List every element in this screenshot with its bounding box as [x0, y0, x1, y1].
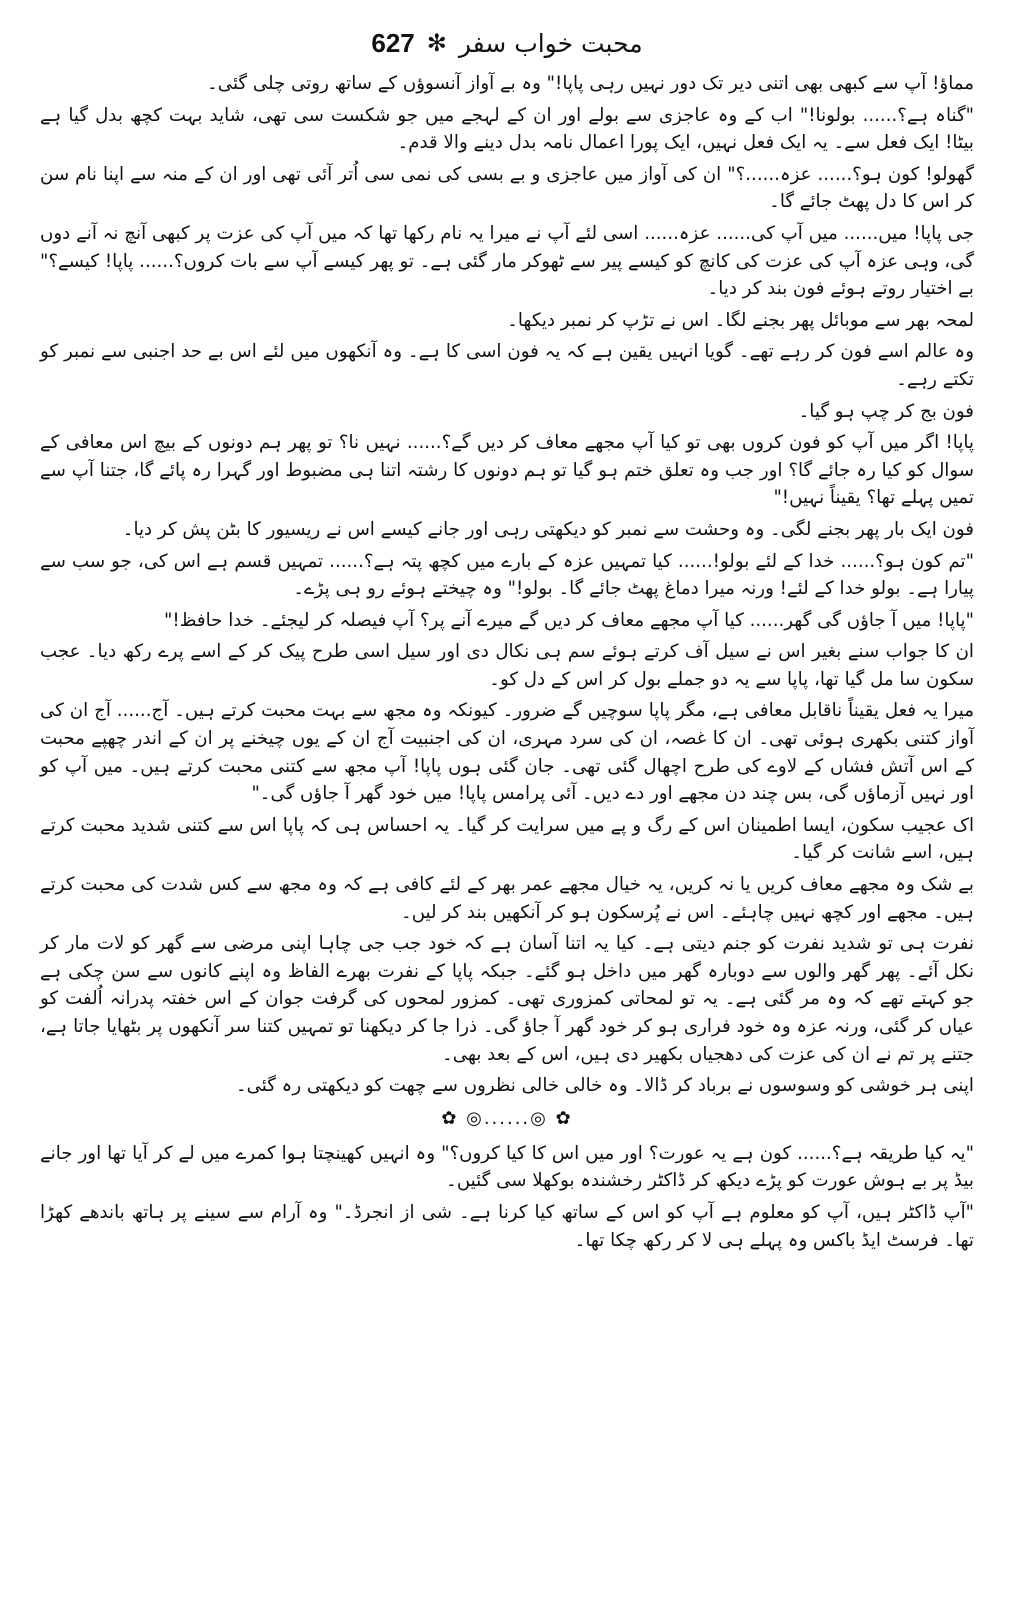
page-body [40, 70, 974, 1254]
paragraph: لمحہ بھر سے موبائل پھر بجنے لگا۔ اس نے تڑپ کر نمبر دیکھا۔ [507, 309, 974, 331]
paragraph: "تم کون ہو؟...... خدا کے لئے بولو!...... کیا تمہیں عزہ کے بارے میں کچھ پتہ ہے؟...... تمہیں قسم ہے اس کی، جو سب سے پیارا ہے۔ بولو خدا کے لئے! ورنہ میرا دماغ پھٹ جائے گا۔ بولو!" وہ چیختے ہوئے رو ہی پڑے۔ [40, 550, 974, 600]
paragraph: ان کا جواب سنے بغیر اس نے سیل آف کرتے ہوئے سم ہی نکال دی اور سیل اسی طرح پیک کر کے اسے پرے رکھ دیا۔ عجب سکون سا مل گیا تھا، پاپا سے یہ دو جملے بول کر اس کے دل کو۔ [40, 641, 974, 690]
paragraph: فون بج کر چپ ہو گیا۔ [798, 400, 974, 422]
star-icon: ✻ [426, 29, 447, 57]
paragraph: جی پاپا! میں...... میں آپ کی...... عزہ...... اسی لئے آپ نے میرا یہ نام رکھا تھا کہ میں آپ کی عزت پر کبھی آنچ نہ آنے دوں گی، وہی عزہ آپ کی عزت کی کانچ کو کیسے پیر سے ٹھوکر مار گئی ہے۔ تو پھر کیسے آپ سے بات کروں؟...... پاپا! کیسے؟" بے اختیار روتے ہوئے فون بند کر دیا۔ [40, 222, 974, 300]
paragraph: "آپ ڈاکٹر ہیں، آپ کو معلوم ہے آپ کو اس کے ساتھ کیا کرنا ہے۔ شی از انجرڈ۔" وہ آرام سے سینے پر ہاتھ باندھے کھڑا تھا۔ فرسٹ ایڈ باکس وہ پہلے ہی لا کر رکھ چکا تھا۔ [40, 1201, 974, 1251]
paragraph: فون ایک بار پھر بجنے لگی۔ وہ وحشت سے نمبر کو دیکھتی رہی اور جانے کیسے اس نے ریسیور کا بٹن پش کر دیا۔ [122, 518, 974, 540]
paragraph: پاپا! اگر میں آپ کو فون کروں بھی تو کیا آپ مجھے معاف کر دیں گے؟...... نہیں نا؟ تو پھر ہم دونوں کے بیچ اس معافی کے سوال کو کیا رہ جائے گا؟ اور جب وہ تعلق ختم ہو گیا تو ہم دونوں کا رشتہ اتنا ہی مضبوط اور گہرا رہ پائے گا، جتنا آپ سے تمیں پہلے تھا؟ یقیناً نہیں!" [40, 432, 974, 509]
paragraph: میرا یہ فعل یقیناً ناقابل معافی ہے، مگر پاپا سوچیں گے ضرور۔ کیونکہ وہ مجھ سے بہت محبت کرتے ہیں۔ آج...... آج ان کی آواز کتنی بکھری ہوئی تھی۔ ان کا غصہ، ان کی سرد مہری، ان کی اجنبیت آج ان کے یوں چیخنے پر ان کے اندر چھپے محبت کے اس آتش فشاں کے لاوے کی طرح اچھال گئی تھی۔ جان گئی ہوں پاپا! آپ مجھ سے کتنی محبت کرتے ہیں۔ میں آپ کو اور نہیں آزماؤں گی، بس چند دن مجھے اور دے دیں۔ آئی پرامس پاپا! میں خود گھر آ جاؤں گی۔" [40, 700, 974, 805]
paragraph: بے شک وہ مجھے معاف کریں یا نہ کریں، یہ خیال مجھے عمر بھر کے لئے کافی ہے کہ وہ مجھ سے کس شدت کی محبت کرتے ہیں۔ مجھے اور کچھ نہیں چاہئے۔ اس نے پُرسکون ہو کر آنکھیں بند کر لیں۔ [40, 874, 974, 923]
paragraph: "یہ کیا طریقہ ہے؟...... کون ہے یہ عورت؟ اور میں اس کا کیا کروں؟" وہ انہیں کھینچتا ہوا کمرے میں لے کر آیا تھا اور جانے بیڈ پر بے ہوش عورت کو پڑے دیکھ کر ڈاکٹر رخشندہ بوکھلا سی گئیں۔ [40, 1142, 974, 1192]
page-number: 627 [371, 27, 415, 58]
paragraph: اپنی ہر خوشی کو وسوسوں نے برباد کر ڈالا۔ وہ خالی خالی نظروں سے چھت کو دیکھتی رہ گئی۔ [235, 1075, 974, 1097]
paragraph: مماؤ! آپ سے کبھی بھی اتنی دیر تک دور نہیں رہی پاپا!" وہ بے آواز آنسوؤں کے ساتھ روتی چلی گئی۔ [207, 73, 974, 94]
paragraph: "پاپا! میں آ جاؤں گی گھر...... کیا آپ مجھے معاف کر دیں گے میرے آنے پر؟ آپ فیصلہ کر لیجئے۔ خدا حافظ!" [164, 609, 974, 631]
page-header [40, 18, 974, 68]
paragraph: اک عجیب سکون، ایسا اطمینان اس کے رگ و پے میں سرایت کر گیا۔ یہ احساس ہی کہ پاپا اس سے کتنی شدید محبت کرتے ہیں، اسے شانت کر گیا۔ [40, 814, 974, 864]
running-title: محبت خواب سفر [458, 28, 643, 58]
paragraph: "گناہ ہے؟...... بولونا!" اب کے وہ عاجزی سے بولے اور ان کے لہجے میں جو شکست سی تھی، شاید بہت کچھ بدل گیا ہے بیٹا! ایک فعل سے۔ یہ ایک فعل نہیں، ایک پورا اعمال نامہ بدل دینے والا قدم۔ [40, 104, 974, 154]
paragraph: نفرت ہی تو شدید نفرت کو جنم دیتی ہے۔ کیا یہ اتنا آسان ہے کہ خود جب جی چاہا اپنی مرضی سے گھر کو لات مار کر نکل آئے۔ پھر گھر والوں سے دوبارہ گھر میں داخل ہو گئے۔ جبکہ پاپا کے نفرت بھرے الفاظ وہ اپنے کانوں سے سن چکی ہے جو کہتے تھے کہ وہ مر گئی ہے۔ یہ تو لمحاتی کمزوری تھی۔ کمزور لمحوں کی گرفت جوان کے اس خفتہ پدرانہ اُلفت کو عیاں کر گئی، ورنہ عزہ وہ خود فراری ہو کر خود گھر آ جاؤ گی۔ ذرا جا کر دیکھنا تو تمہیں کتنا سر آنکھوں پر بٹھایا جاتا ہے، جتنے پر تم نے ان کی عزت کی دھجیاں بکھیر دی ہیں، اس کے بعد بھی۔ [40, 933, 974, 1065]
paragraph: گھولو! کون ہو؟...... عزہ......؟" ان کی آواز میں عاجزی و بے بسی کی نمی سی اُتر آئی تھی اور ان کے منہ سے اپنا نام سن کر اس کا دل پھٹ جائے گا۔ [40, 163, 974, 213]
section-separator: ✿ ◎......◎ ✿ [441, 1107, 573, 1129]
paragraph: وہ عالم اسے فون کر رہے تھے۔ گویا انہیں یقین ہے کہ یہ فون اسی کا ہے۔ وہ آنکھوں میں لئے اس بے حد اجنبی سے نمبر کو تکتے رہے۔ [40, 341, 974, 390]
